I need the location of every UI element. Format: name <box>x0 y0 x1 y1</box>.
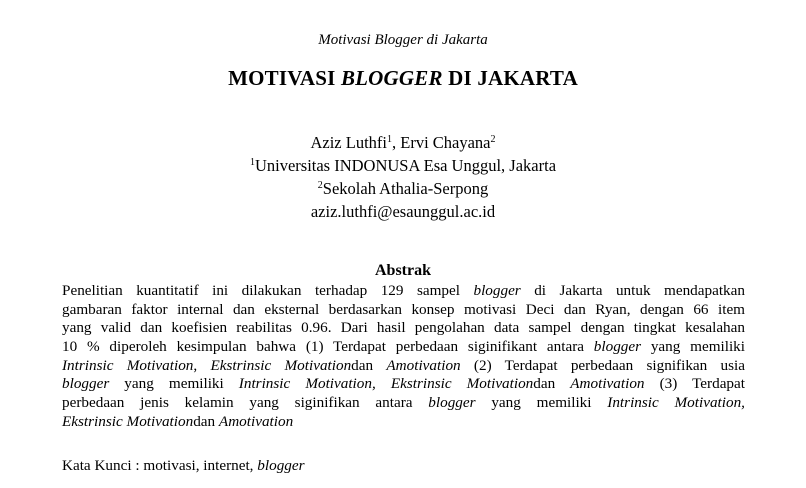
abstract-italic: Ekstrinsic Motivation <box>210 356 352 374</box>
abstract-italic: Amotivation <box>218 412 294 430</box>
abstract-line-2: gambaran faktor internal dan eksternal berdasarkan konsep motivasi Deci dan Ryan, dengan 66 item <box>62 300 745 318</box>
abstract-text: (3) Terdapat <box>644 375 745 393</box>
abstract-text: yang memiliki <box>475 394 608 412</box>
affiliation-1-mark: 1 <box>249 157 255 168</box>
abstract-text: (2) Terdapat perbedaan signifikan usia <box>460 356 745 374</box>
title-part-3: DI JAKARTA <box>442 66 578 90</box>
abstract-line-7 <box>62 394 745 413</box>
abstract-line-5 <box>62 357 745 376</box>
abstract-line-3: yang valid dan koefisien reabilitas 0.96. Dari hasil pengolahan data sampel dengan tingkat kesalahan <box>62 319 745 337</box>
author-block <box>0 131 806 223</box>
abstract-text: 10 % diperoleh kesimpulan bahwa (1) Terdapat perbedaan siginifikant antara <box>62 338 594 356</box>
author-email: aziz.luthfi@esaunggul.ac.id <box>310 202 496 221</box>
running-header: Motivasi Blogger di Jakarta <box>318 32 488 48</box>
keywords-last-term: blogger <box>257 457 305 474</box>
abstract-text: dan <box>193 412 219 430</box>
abstract-text: di Jakarta untuk mendapatkan <box>520 282 745 299</box>
keywords <box>62 457 305 475</box>
abstract-text: yang memiliki <box>109 375 239 393</box>
abstract-line-1 <box>62 282 745 301</box>
affiliation-1 <box>0 154 806 177</box>
author-1: Aziz Luthfi <box>310 133 387 152</box>
abstract-italic: Amotivation <box>386 356 461 374</box>
author-separator: , <box>392 133 401 152</box>
abstract-italic: Ekstrinsic Motivation <box>62 412 194 430</box>
keywords-text: Kata Kunci : motivasi, internet, <box>62 457 258 474</box>
affiliation-2-mark: 2 <box>317 180 323 191</box>
abstract-text: perbedaan jenis kelamin yang siginifikan antara <box>62 394 429 412</box>
abstract-italic: blogger <box>473 282 521 299</box>
abstract-italic: Intrinsic Motivation <box>62 356 194 374</box>
abstract-text: dan <box>533 375 571 393</box>
affiliation-1-text: Universitas INDONUSA Esa Unggul, Jakarta <box>254 156 557 175</box>
abstract-text: , <box>193 356 211 374</box>
author-1-affiliation-mark: 1 <box>387 134 392 145</box>
abstract-text: yang memiliki <box>641 338 745 356</box>
title-part-1: MOTIVASI <box>228 66 341 90</box>
abstract-italic: Intrinsic Motivation, Ekstrinsic Motivation <box>238 375 534 393</box>
abstract-line-8 <box>62 413 745 432</box>
author-names <box>0 131 806 154</box>
abstract-body <box>62 282 745 432</box>
title-part-2: BLOGGER <box>340 66 443 90</box>
abstract-text: Penelitian kuantitatif ini dilakukan terhadap 129 sampel <box>62 282 474 299</box>
affiliation-2 <box>0 177 806 200</box>
abstract-text: dan <box>351 356 387 374</box>
abstract-italic: Intrinsic Motivation, <box>607 394 745 412</box>
author-2-affiliation-mark: 2 <box>490 134 496 145</box>
abstract-italic: blogger <box>428 394 476 412</box>
abstract-italic: blogger <box>62 375 110 393</box>
abstract-line-6 <box>62 375 745 394</box>
abstract-line-4 <box>62 338 745 357</box>
abstract-italic: Amotivation <box>570 375 645 393</box>
abstract-italic: blogger <box>593 338 642 356</box>
affiliation-2-text: Sekolah Athalia-Serpong <box>322 179 489 198</box>
abstract-heading: Abstrak <box>374 262 431 279</box>
author-2: Ervi Chayana <box>400 133 491 152</box>
paper-title <box>0 66 806 91</box>
